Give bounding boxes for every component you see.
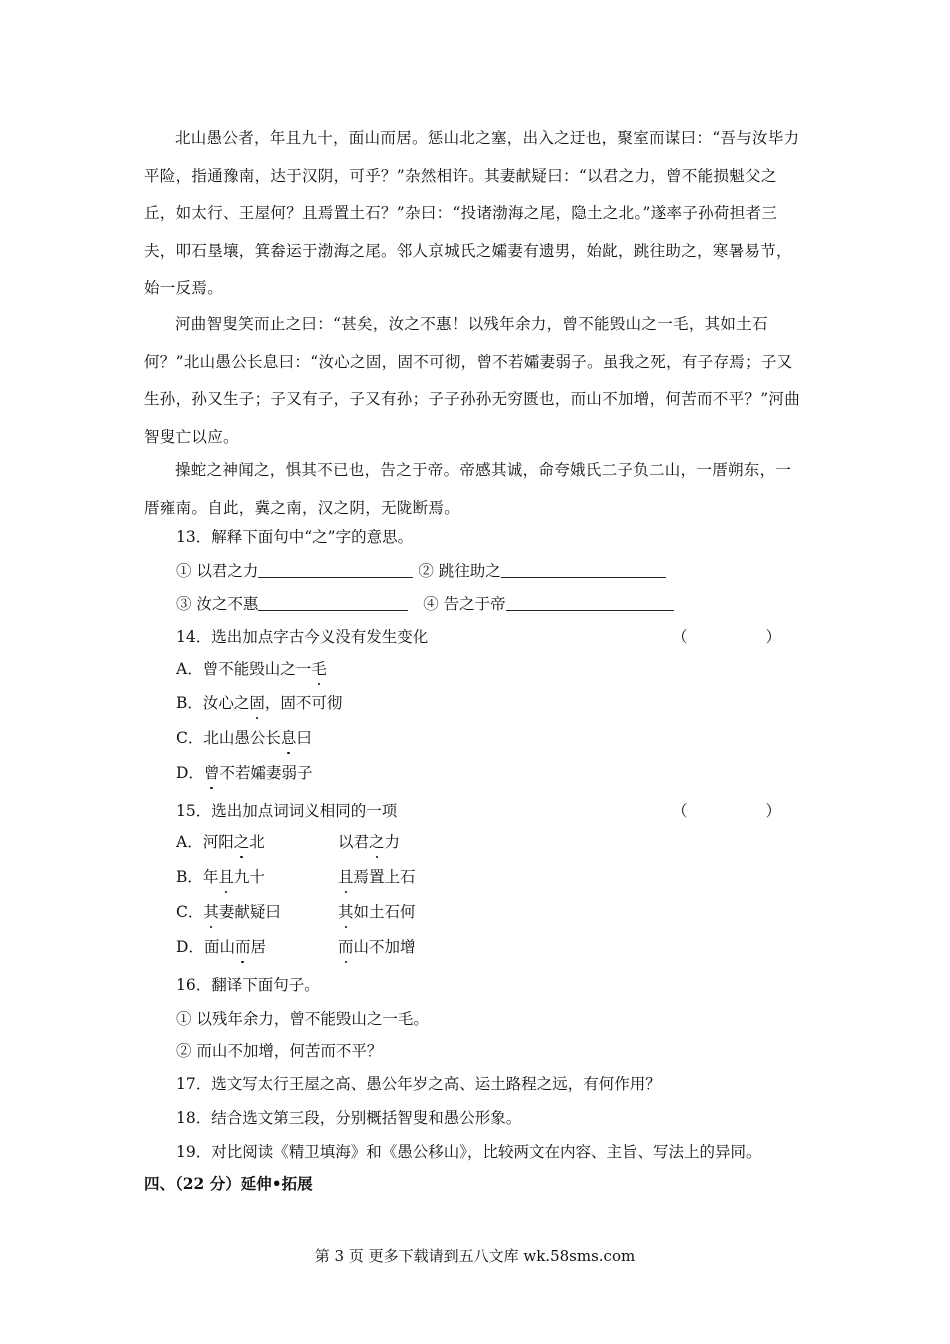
q14-option-a[interactable]: A．曾不能毁山之一毛: [176, 660, 327, 678]
q14-option-c[interactable]: C．北山愚公长息曰: [176, 729, 312, 747]
answer-blank[interactable]: [656, 594, 674, 611]
question-14-stem: 14．选出加点字古今义没有发生变化: [176, 628, 429, 646]
passage-paragraph-2: 河曲智叟笑而止之曰：“甚矣，汝之不惠！以残年余力，曾不能毁山之一毛，其如土石何？”北山愚公长息曰：“汝心之固，固不可彻，曾不若孀妻弱子。虽我之死，有子存焉；子又生孙，孙又生子；子又有子，子又有孙；子子孙孙无穷匮也，而山不加增，何苦而不平？”河曲智叟亡以应。: [144, 315, 801, 446]
q13-item-4: ④ 告之于帝: [423, 595, 506, 613]
answer-blank[interactable]: [506, 594, 656, 611]
q15-option-a[interactable]: A．河阳之北: [176, 833, 265, 851]
answer-blank[interactable]: [333, 561, 413, 578]
q13-item-3: ③ 汝之不惠: [176, 595, 259, 613]
passage-paragraph-1: 北山愚公者，年且九十，面山而居。惩山北之塞，出入之迂也，聚室而谋曰：“吾与汝毕力平险，指通豫南，达于汉阴，可乎？”杂然相许。其妻献疑曰：“以君之力，曾不能损魁父之丘，如太行、王屋何？且焉置土石？”杂曰：“投诸渤海之尾，隐土之北。”遂率子孙荷担者三夫，叩石垦壤，箕畚运于渤海之尾。邻人京城氏之孀妻有遗男，始龀，跳往助之，寒暑易节，始一反焉。: [144, 129, 800, 297]
question-18: 18．结合选文第三段，分别概括智叟和愚公形象。: [176, 1109, 522, 1127]
q15-option-d-pair: 而山不加增: [338, 938, 416, 956]
q16-sentence-2: ② 而山不加增，何苦而不平？: [176, 1042, 383, 1060]
question-13-stem: 13．解释下面句中“之”字的意思。: [176, 528, 414, 546]
passage-paragraph-3: 操蛇之神闻之，惧其不已也，告之于帝。帝感其诚，命夸娥氏二子负二山，一厝朔东，一厝雍南。自此，冀之南，汉之阴，无陇断焉。: [144, 461, 792, 517]
answer-parentheses[interactable]: （ ）: [672, 628, 782, 646]
q15-option-c[interactable]: C．其妻献疑曰: [176, 903, 281, 921]
question-13-row-2: [176, 593, 674, 615]
q15-option-d[interactable]: D．面山而居: [176, 938, 266, 956]
q13-item-1: ① 以君之力: [176, 562, 259, 580]
question-13-row-1: [176, 560, 666, 582]
answer-parentheses[interactable]: （ ）: [672, 802, 782, 820]
q15-option-a-pair: 以君之力: [338, 833, 401, 851]
question-15-stem: 15．选出加点词词义相同的一项: [176, 802, 398, 820]
q15-option-b-pair: 且焉置上石: [338, 868, 416, 886]
question-17: 17．选文写太行王屋之高、愚公年岁之高、运土路程之远，有何作用？: [176, 1075, 661, 1093]
q14-option-b[interactable]: B．汝心之固，固不可彻: [176, 694, 343, 712]
section-heading: 四、（22 分）延伸•拓展: [144, 1174, 313, 1193]
page-footer: 第 3 页 更多下载请到五八文库 wk.58sms.com: [314, 1247, 636, 1265]
question-19: 19．对比阅读《精卫填海》和《愚公移山》，比较两文在内容、主旨、写法上的异同。: [176, 1143, 762, 1161]
answer-blank[interactable]: [258, 594, 408, 611]
q14-option-d[interactable]: D．曾不若孀妻弱子: [176, 764, 313, 782]
q15-option-b[interactable]: B．年且九十: [176, 868, 265, 886]
q15-option-c-pair: 其如土石何: [338, 903, 416, 921]
question-16-stem: 16．翻译下面句子。: [176, 976, 320, 994]
answer-blank[interactable]: [501, 561, 666, 578]
q13-item-2: ② 跳往助之: [418, 562, 501, 580]
answer-blank[interactable]: [258, 561, 333, 578]
q16-sentence-1: ① 以残年余力，曾不能毁山之一毛。: [176, 1010, 429, 1028]
